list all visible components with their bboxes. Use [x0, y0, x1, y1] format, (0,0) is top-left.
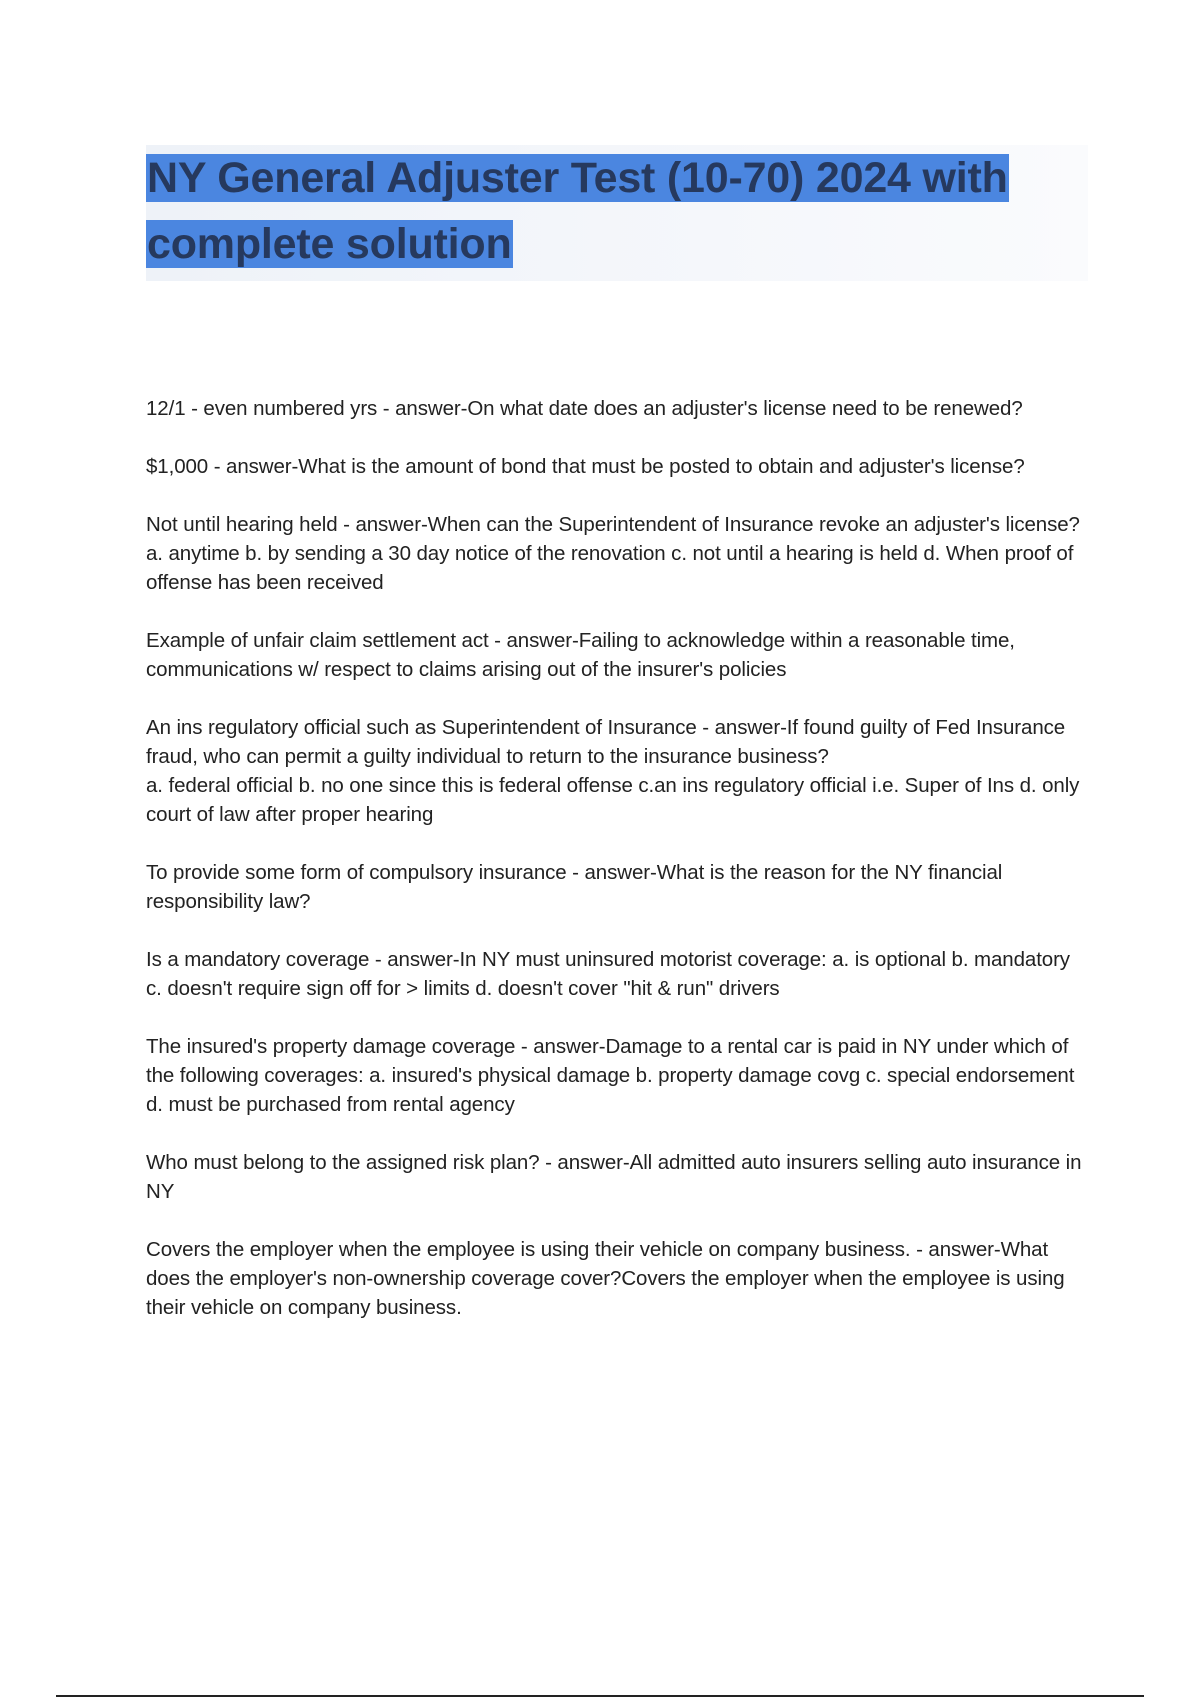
qa-item-10: Covers the employer when the employee is using their vehicle on company business. - answer-What does the employer's non-ownership coverage cover?Covers the employer when the employee is using their vehicle on company business.: [146, 1238, 1065, 1319]
title-block: [146, 145, 1088, 281]
qa-list: [146, 394, 1091, 1351]
document-title: [146, 145, 1088, 277]
qa-item-7: Is a mandatory coverage - answer-In NY must uninsured motorist coverage: a. is optional b. mandatory c. doesn't require sign off for > limits d. doesn't cover "hit & run" drivers: [146, 948, 1070, 1000]
title-highlight: NY General Adjuster Test (10-70) 2024 with complete solution: [147, 154, 1008, 268]
footer-divider: [56, 1695, 1144, 1697]
qa-item-9: Who must belong to the assigned risk plan? - answer-All admitted auto insurers selling auto insurance in NY: [146, 1151, 1082, 1203]
qa-item-3: Not until hearing held - answer-When can the Superintendent of Insurance revoke an adjuster's license? a. anytime b. by sending a 30 day notice of the renovation c. not until a hearing is held d. When proof of offense has been received: [146, 513, 1080, 594]
qa-item-2: $1,000 - answer-What is the amount of bond that must be posted to obtain and adjuster's license?: [146, 455, 1025, 478]
qa-item-5: An ins regulatory official such as Superintendent of Insurance - answer-If found guilty of Fed Insurance fraud, who can permit a guilty individual to return to the insurance business? a. federal official b. no one since this is federal offense c.an ins regulatory official i.e. Super of Ins d. only court of law after proper hearing: [146, 716, 1080, 826]
qa-item-8: The insured's property damage coverage - answer-Damage to a rental car is paid in NY under which of the following coverages: a. insured's physical damage b. property damage covg c. special endorsement d. must be purchased from rental agency: [146, 1035, 1075, 1116]
qa-item-4: Example of unfair claim settlement act - answer-Failing to acknowledge within a reasonable time, communications w/ respect to claims arising out of the insurer's policies: [146, 629, 1015, 681]
qa-item-1: 12/1 - even numbered yrs - answer-On what date does an adjuster's license need to be renewed?: [146, 397, 1023, 420]
qa-item-6: To provide some form of compulsory insurance - answer-What is the reason for the NY financial responsibility law?: [146, 861, 1003, 913]
